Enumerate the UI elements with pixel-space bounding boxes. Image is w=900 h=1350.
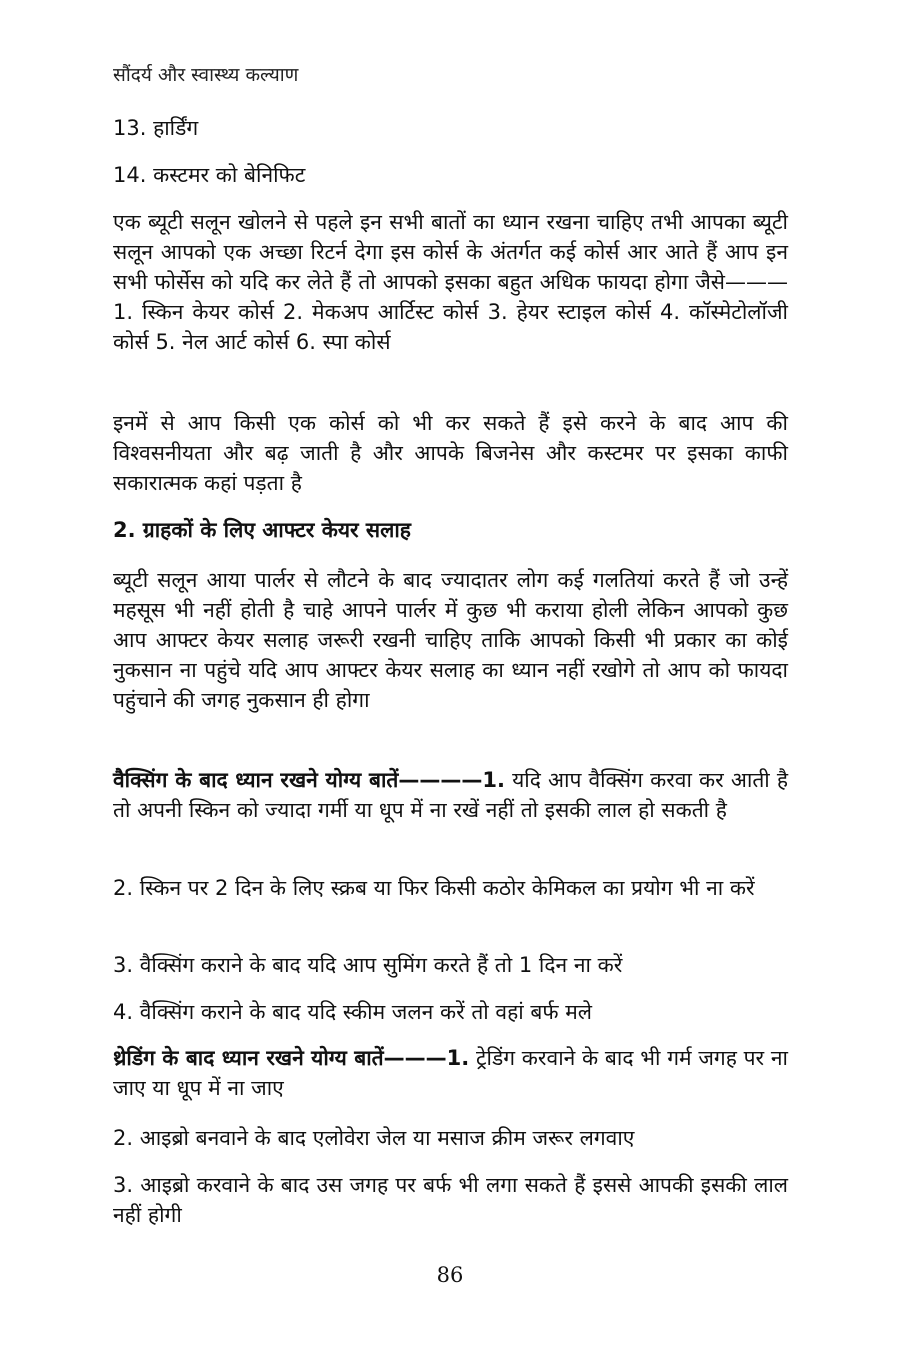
paragraph-courses: एक ब्यूटी सलून खोलने से पहले इन सभी बातों का ध्यान रखना चाहिए तभी आपका ब्यूटी सलून आपको एक अच्छा रिटर्न देगा इस कोर्स के अंतर्गत कई कोर्स आर आते हैं आप इन सभी फोर्सेस को यदि कर लेते हैं तो आपको इसका बहुत अधिक फायदा होगा जैसे———1. स्किन केयर कोर्स 2. मेकअप आर्टिस्ट कोर्स 3. हेयर स्टाइल कोर्स 4. कॉस्मेटोलॉजी कोर्स 5. नेल आर्ट कोर्स 6. स्पा कोर्स [113, 210, 788, 354]
threading-point-2: 2. आइब्रो बनवाने के बाद एलोवेरा जेल या मसाज क्रीम जरूर लगवाए [113, 1126, 635, 1150]
paragraph-credibility: इनमें से आप किसी एक कोर्स को भी कर सकते हैं इसे करने के बाद आप की विश्वसनीयता और बढ़ जाती है और आपके बिजनेस और कस्टमर पर इसका काफी सकारात्मक कहां पड़ता है [113, 411, 788, 495]
section-heading: 2. ग्राहकों के लिए आफ्टर केयर सलाह [113, 518, 411, 542]
list-item-14: 14. कस्टमर को बेनिफिट [113, 163, 306, 187]
threading-point-1-text: ट्रेडिंग करवाने के बाद भी गर्म जगह पर ना जाए या धूप में ना जाए [113, 1046, 788, 1100]
waxing-point-2: 2. स्किन पर 2 दिन के लिए स्क्रब या फिर किसी कठोर केमिकल का प्रयोग भी ना करें [113, 876, 755, 900]
waxing-point-3: 3. वैक्सिंग कराने के बाद यदि आप सुमिंग करते हैं तो 1 दिन ना करें [113, 953, 623, 977]
waxing-subheading: वैक्सिंग के बाद ध्यान रखने योग्य बातें————1. [113, 768, 505, 792]
threading-point-3: 3. आइब्रो करवाने के बाद उस जगह पर बर्फ भी लगा सकते हैं इससे आपकी इसकी लाल नहीं होगी [113, 1173, 788, 1227]
waxing-point-1 [113, 765, 788, 825]
threading-subheading: थ्रेडिंग के बाद ध्यान रखने योग्य बातें———1. [113, 1046, 470, 1070]
page-number: 86 [436, 1263, 464, 1287]
list-item-13: 13. हार्डिंग [113, 116, 199, 140]
waxing-point-1-text: यदि आप वैक्सिंग करवा कर आती है तो अपनी स्किन को ज्यादा गर्मी या धूप में ना रखें नहीं तो इसकी लाल हो सकती है [113, 768, 788, 822]
running-header: सौंदर्य और स्वास्थ्य कल्याण [113, 64, 299, 86]
threading-point-1 [113, 1043, 788, 1103]
waxing-point-4: 4. वैक्सिंग कराने के बाद यदि स्कीम जलन करें तो वहां बर्फ मले [113, 1000, 593, 1024]
section-intro-paragraph: ब्यूटी सलून आया पार्लर से लौटने के बाद ज्यादातर लोग कई गलतियां करते हैं जो उन्हें महसूस भी नहीं होती है चाहे आपने पार्लर में कुछ भी कराया होली लेकिन आपको कुछ आप आफ्टर केयर सलाह जरूरी रखनी चाहिए ताकि आपको किसी भी प्रकार का कोई नुकसान ना पहुंचे यदि आप आफ्टर केयर सलाह का ध्यान नहीं रखोगे तो आप को फायदा पहुंचाने की जगह नुकसान ही होगा [113, 568, 788, 712]
